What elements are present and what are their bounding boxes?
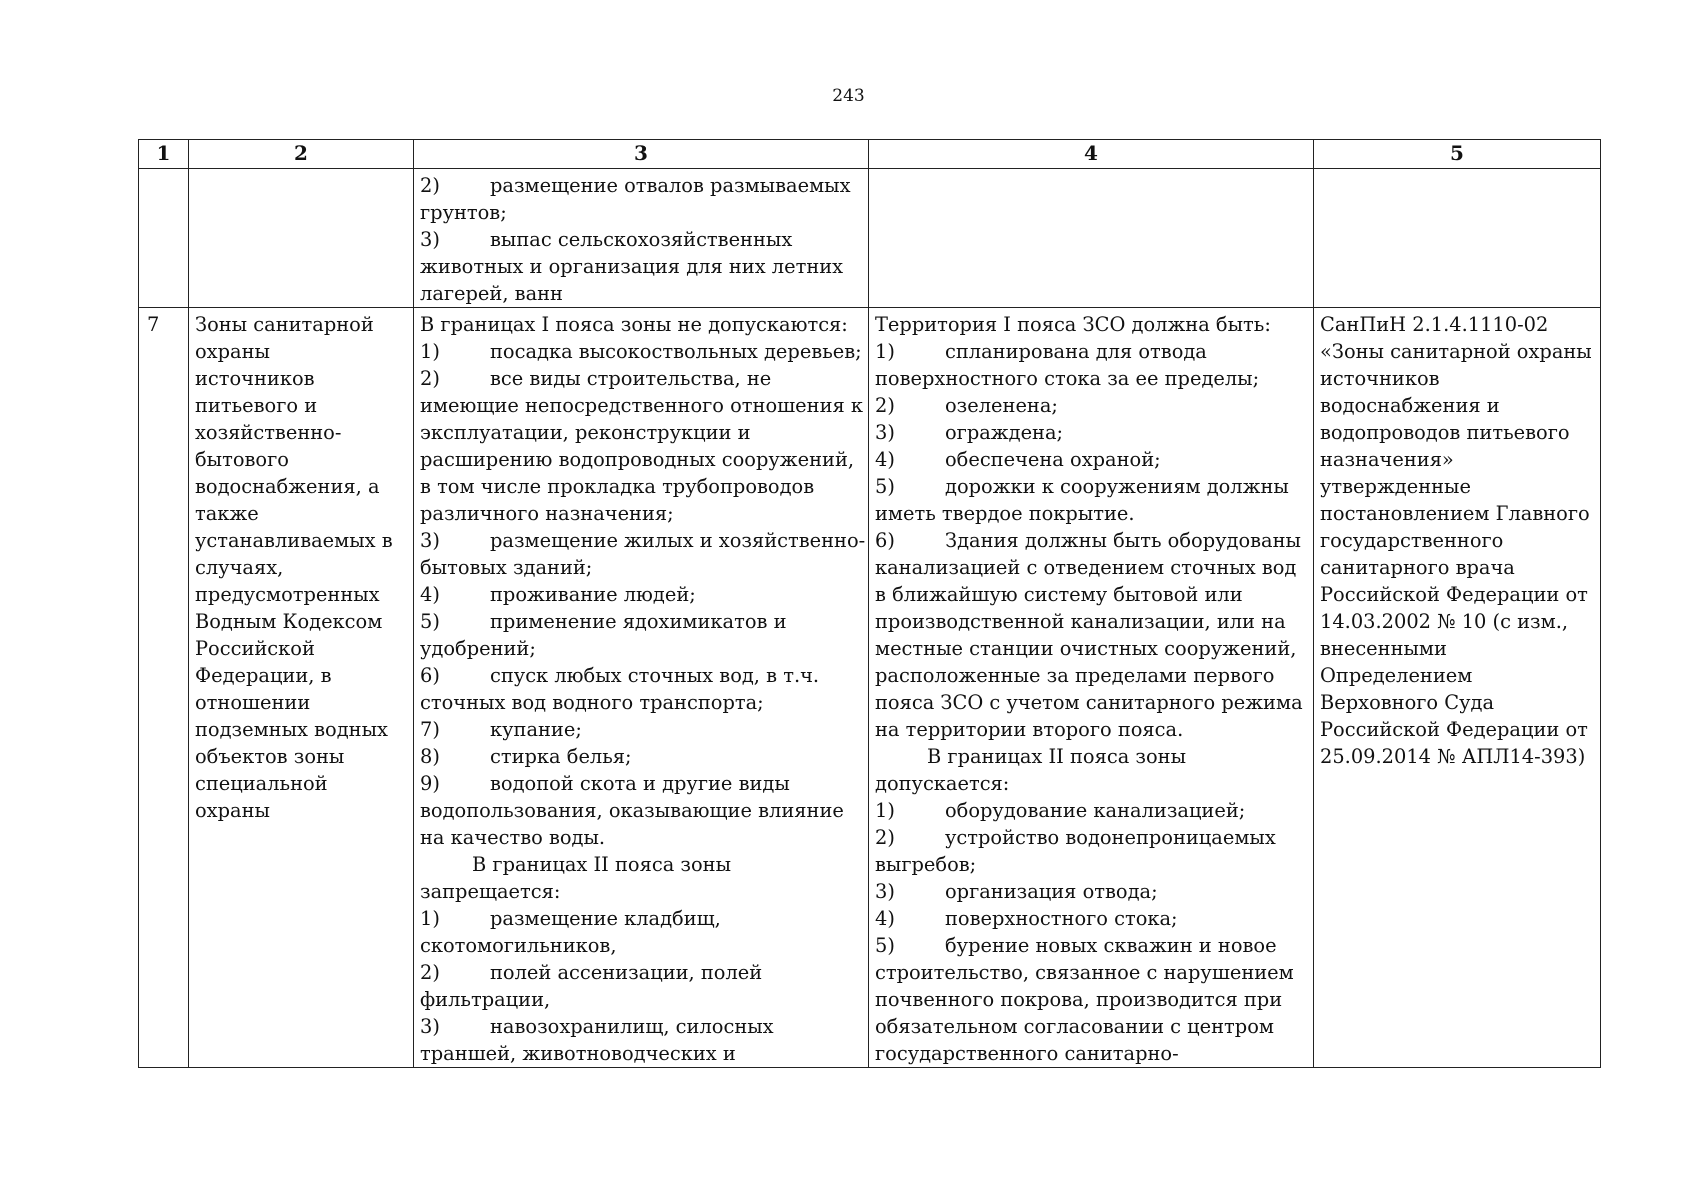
text-line: [420, 608, 862, 635]
item-text: допускается:: [875, 772, 1010, 795]
regulation-table: [138, 139, 1601, 1068]
text-line: Федерации, в: [195, 664, 332, 687]
cell-legal-basis: [1314, 169, 1601, 308]
text-line: устанавливаемых в: [195, 529, 393, 552]
text-line: [420, 338, 862, 365]
text-line: [420, 851, 862, 878]
text-line: Зоны санитарной: [195, 313, 374, 336]
text-line: охраны: [195, 799, 270, 822]
text-line: [420, 253, 862, 280]
cell-number: [139, 169, 189, 308]
item-text: бурение новых скважин и новое: [945, 934, 1277, 957]
text-line: [420, 905, 862, 932]
text-line: [420, 473, 862, 500]
item-text: все виды строительства, не: [490, 367, 772, 390]
item-number: 2): [420, 961, 440, 984]
text-line: [875, 473, 1307, 500]
text-line: 25.09.2014 № АПЛ14-393): [1320, 745, 1586, 768]
item-text: оборудование канализацией;: [945, 799, 1246, 822]
item-text: на качество воды.: [420, 826, 606, 849]
item-text: ограждена;: [945, 421, 1064, 444]
header-col-2: 2: [189, 140, 414, 169]
text-line: [875, 1040, 1307, 1067]
text-line: [420, 1013, 862, 1040]
item-number: 1): [875, 340, 895, 363]
item-text: расположенные за пределами первого: [875, 664, 1275, 687]
item-text: фильтрации,: [420, 988, 551, 1011]
cell-prohibitions: [414, 308, 869, 1068]
item-text: стирка белья;: [490, 745, 632, 768]
item-text: водопользования, оказывающие влияние: [420, 799, 844, 822]
item-number: 3): [420, 228, 440, 251]
text-line: [420, 554, 862, 581]
item-text: Территория I пояса ЗСО должна быть:: [875, 313, 1271, 336]
item-text: проживание людей;: [490, 583, 696, 606]
text-line: внесенными: [1320, 637, 1447, 660]
item-text: озеленена;: [945, 394, 1058, 417]
text-line: Определением: [1320, 664, 1473, 687]
text-line: [875, 419, 1307, 446]
text-line: охраны: [195, 340, 270, 363]
text-line: питьевого и: [195, 394, 318, 417]
text-line: Российской Федерации от: [1320, 583, 1588, 606]
item-text: водопой скота и другие виды: [490, 772, 790, 795]
item-text: расширению водопроводных сооружений,: [420, 448, 855, 471]
item-text: имеющие непосредственного отношения к: [420, 394, 864, 417]
text-line: [875, 365, 1307, 392]
item-text: пояса ЗСО с учетом санитарного режима: [875, 691, 1303, 714]
item-text: в том числе прокладка трубопроводов: [420, 475, 815, 498]
item-number: 2): [875, 394, 895, 417]
item-text: канализацией с отведением сточных вод: [875, 556, 1297, 579]
item-text: спуск любых сточных вод, в т.ч.: [490, 664, 820, 687]
item-number: 2): [420, 367, 440, 390]
text-line: [420, 689, 862, 716]
text-line: постановлением Главного: [1320, 502, 1590, 525]
item-number: 1): [420, 907, 440, 930]
text-line: [420, 770, 862, 797]
text-line: [420, 226, 862, 253]
text-line: [875, 743, 1307, 770]
text-line: [420, 172, 862, 199]
item-text: сточных вод водного транспорта;: [420, 691, 764, 714]
item-text: применение ядохимикатов и: [490, 610, 787, 633]
header-col-1: 1: [139, 140, 189, 169]
item-text: размещение отвалов размываемых: [490, 174, 851, 197]
header-col-5: 5: [1314, 140, 1601, 169]
item-text: Здания должны быть оборудованы: [945, 529, 1301, 552]
item-text: иметь твердое покрытие.: [875, 502, 1135, 525]
text-line: [875, 716, 1307, 743]
item-text: государственного санитарно-: [875, 1042, 1179, 1065]
text-line: СанПиН 2.1.4.1110-02: [1320, 313, 1549, 336]
text-line: [420, 581, 862, 608]
item-text: траншей, животноводческих и: [420, 1042, 736, 1065]
header-col-4: 4: [869, 140, 1314, 169]
item-number: 6): [420, 664, 440, 687]
item-number: 6): [875, 529, 895, 552]
table-row-7: [139, 308, 1601, 1068]
text-line: [420, 932, 862, 959]
table-row-continuation: [139, 169, 1601, 308]
text-line: водопроводов питьевого: [1320, 421, 1570, 444]
item-text: посадка высокоствольных деревьев;: [490, 340, 862, 363]
text-line: [875, 851, 1307, 878]
text-line: [420, 662, 862, 689]
text-line: [420, 527, 866, 554]
item-number: 8): [420, 745, 440, 768]
text-line: [875, 986, 1307, 1013]
cell-requirements: [869, 308, 1314, 1068]
text-line: подземных водных: [195, 718, 388, 741]
cell-requirements: [869, 169, 1314, 308]
item-text: почвенного покрова, производится при: [875, 988, 1283, 1011]
item-number: 9): [420, 772, 440, 795]
item-text: животных и организация для них летних: [420, 255, 844, 278]
text-line: «Зоны санитарной охраны: [1320, 340, 1592, 363]
text-line: бытового: [195, 448, 289, 471]
text-line: [875, 311, 1307, 338]
text-line: [875, 338, 1307, 365]
item-text: устройство водонепроницаемых: [945, 826, 1276, 849]
text-line: [420, 419, 862, 446]
table-header-row: [139, 140, 1601, 169]
item-number: 5): [875, 934, 895, 957]
text-line: Верховного Суда: [1320, 691, 1495, 714]
text-line: Водным Кодексом: [195, 610, 383, 633]
item-number: 1): [875, 799, 895, 822]
item-text: лагерей, ванн: [420, 282, 563, 305]
item-text: поверхностного стока;: [945, 907, 1178, 930]
text-line: [420, 199, 862, 226]
item-text: В границах II пояса зоны: [472, 853, 732, 876]
item-text: различного назначения;: [420, 502, 674, 525]
item-number: 3): [875, 421, 895, 444]
item-text: строительство, связанное с нарушением: [875, 961, 1294, 984]
item-text: эксплуатации, реконструкции и: [420, 421, 751, 444]
header-col-3: 3: [414, 140, 869, 169]
text-line: [420, 716, 862, 743]
text-line: государственного: [1320, 529, 1504, 552]
item-number: 5): [420, 610, 440, 633]
text-line: [420, 959, 862, 986]
item-text: спланирована для отвода: [945, 340, 1207, 363]
text-line: утвержденные: [1320, 475, 1471, 498]
text-line: санитарного врача: [1320, 556, 1515, 579]
item-number: 1): [420, 340, 440, 363]
text-line: водоснабжения, а: [195, 475, 380, 498]
item-text: В границах I пояса зоны не допускаются:: [420, 313, 848, 336]
cell-prohibitions: [414, 169, 869, 308]
text-line: [875, 662, 1307, 689]
text-line: Российской: [195, 637, 315, 660]
item-number: 4): [420, 583, 440, 606]
item-text: производственной канализации, или на: [875, 610, 1286, 633]
item-text: запрещается:: [420, 880, 561, 903]
page-number: 243: [832, 86, 865, 106]
text-line: [875, 770, 1307, 797]
text-line: [420, 280, 862, 307]
text-line: [420, 500, 862, 527]
text-line: хозяйственно-: [195, 421, 342, 444]
text-line: назначения»: [1320, 448, 1454, 471]
item-text: на территории второго пояса.: [875, 718, 1184, 741]
text-line: [875, 608, 1307, 635]
item-number: 7): [420, 718, 440, 741]
item-text: В границах II пояса зоны: [927, 745, 1187, 768]
text-line: [875, 689, 1307, 716]
text-line: Российской Федерации от: [1320, 718, 1588, 741]
item-number: 2): [420, 174, 440, 197]
item-number: 4): [875, 448, 895, 471]
cell-legal-basis: [1314, 308, 1601, 1068]
cell-number: 7: [139, 308, 189, 1068]
item-text: местные станции очистных сооружений,: [875, 637, 1297, 660]
item-number: 3): [875, 880, 895, 903]
item-number: 2): [875, 826, 895, 849]
text-line: [875, 824, 1307, 851]
text-line: [875, 797, 1307, 824]
cell-zone-name: [189, 169, 414, 308]
text-line: [875, 392, 1307, 419]
item-number: 5): [875, 475, 895, 498]
text-line: [875, 1013, 1307, 1040]
text-line: [420, 1040, 862, 1067]
item-text: грунтов;: [420, 201, 507, 224]
cell-zone-name: [189, 308, 414, 1068]
text-line: [420, 392, 862, 419]
item-text: размещение кладбищ,: [490, 907, 721, 930]
item-text: выпас сельскохозяйственных: [490, 228, 793, 251]
text-line: источников: [1320, 367, 1440, 390]
text-line: объектов зоны: [195, 745, 345, 768]
item-number: 3): [420, 529, 440, 552]
item-number: 4): [875, 907, 895, 930]
text-line: [875, 905, 1307, 932]
text-line: [420, 635, 862, 662]
text-line: [420, 743, 862, 770]
text-line: [420, 311, 862, 338]
text-line: [875, 581, 1307, 608]
text-line: отношении: [195, 691, 311, 714]
item-text: бытовых зданий;: [420, 556, 593, 579]
item-text: выгребов;: [875, 853, 977, 876]
item-text: полей ассенизации, полей: [490, 961, 763, 984]
item-text: дорожки к сооружениям должны: [945, 475, 1289, 498]
text-line: специальной: [195, 772, 328, 795]
text-line: [875, 527, 1307, 554]
text-line: 14.03.2002 № 10 (с изм.,: [1320, 610, 1569, 633]
item-text: обязательном согласовании с центром: [875, 1015, 1274, 1038]
text-line: [875, 959, 1307, 986]
item-text: удобрений;: [420, 637, 536, 660]
text-line: [875, 446, 1307, 473]
text-line: предусмотренных: [195, 583, 380, 606]
item-text: купание;: [490, 718, 582, 741]
text-line: водоснабжения и: [1320, 394, 1500, 417]
text-line: [875, 878, 1307, 905]
text-line: [420, 365, 862, 392]
text-line: также: [195, 502, 259, 525]
text-line: [875, 554, 1307, 581]
item-text: размещение жилых и хозяйственно-: [490, 529, 866, 552]
text-line: [420, 797, 862, 824]
item-text: обеспечена охраной;: [945, 448, 1161, 471]
text-line: [875, 500, 1307, 527]
text-line: [420, 824, 862, 851]
text-line: [420, 446, 862, 473]
item-text: поверхностного стока за ее пределы;: [875, 367, 1260, 390]
item-text: в ближайшую систему бытовой или: [875, 583, 1243, 606]
item-text: организация отвода;: [945, 880, 1158, 903]
text-line: [875, 635, 1307, 662]
text-line: [420, 986, 862, 1013]
text-line: [875, 932, 1307, 959]
item-text: навозохранилищ, силосных: [490, 1015, 774, 1038]
item-number: 3): [420, 1015, 440, 1038]
text-line: источников: [195, 367, 315, 390]
text-line: [420, 878, 862, 905]
text-line: случаях,: [195, 556, 284, 579]
item-text: скотомогильников,: [420, 934, 617, 957]
